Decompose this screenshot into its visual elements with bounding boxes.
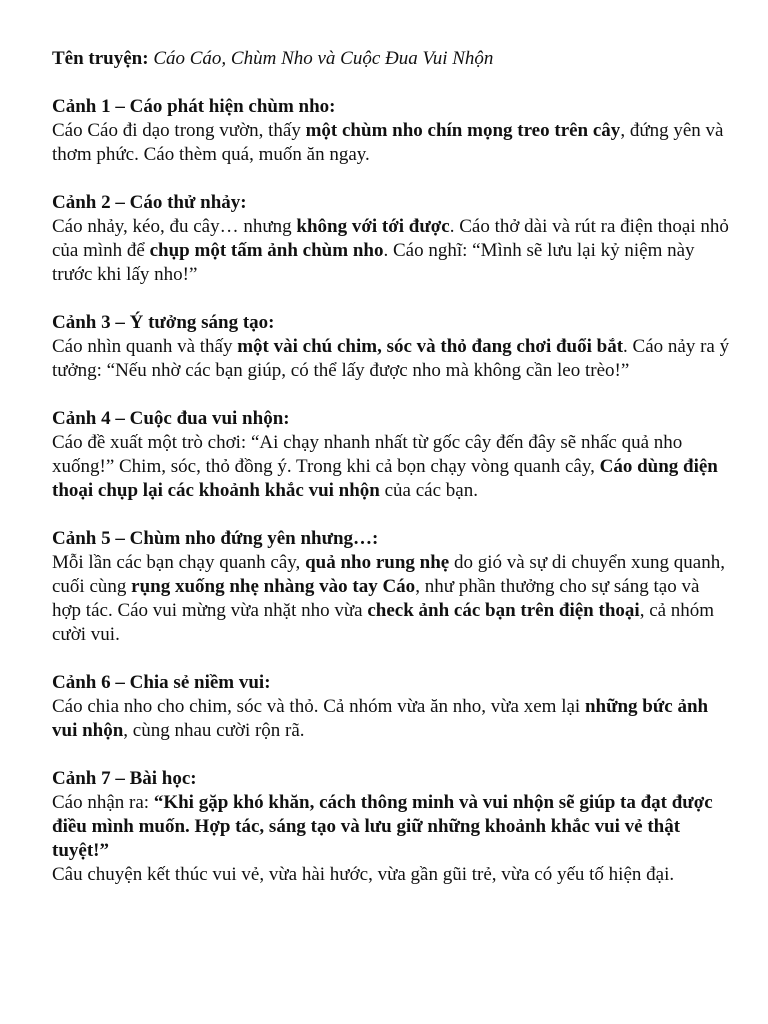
scene-body	[52, 551, 732, 647]
story-title-label: Tên truyện:	[52, 48, 149, 69]
bold-text: một vài chú chim, sóc và thỏ đang chơi đuổi bắt	[237, 336, 624, 357]
text-run: Mỗi lần các bạn chạy quanh cây,	[52, 552, 306, 573]
text-run: Cáo nhìn quanh và thấy	[52, 336, 238, 357]
text-run: , cả nhóm cười vui.	[52, 600, 715, 645]
bold-text: quả nho rung nhẹ	[305, 552, 450, 573]
scene-heading: Cảnh 3 – Ý tưởng sáng tạo:	[52, 312, 275, 333]
scene-heading: Cảnh 1 – Cáo phát hiện chùm nho:	[52, 96, 336, 117]
bold-text: chụp một tấm ảnh chùm nho	[149, 240, 384, 261]
scene-7	[52, 767, 732, 887]
story-conclusion: Câu chuyện kết thúc vui vẻ, vừa hài hước, vừa gần gũi trẻ, vừa có yếu tố hiện đại.	[52, 864, 675, 885]
scene-4	[52, 407, 732, 503]
scene-body	[52, 335, 732, 383]
text-run: Cáo Cáo đi dạo trong vườn, thấy	[52, 120, 306, 141]
text-run: Cáo chia nho cho chim, sóc và thỏ. Cả nhóm vừa ăn nho, vừa xem lại	[52, 696, 585, 717]
bold-text: check ảnh các bạn trên điện thoại	[367, 600, 640, 621]
scene-6	[52, 671, 732, 743]
document-page	[52, 47, 732, 911]
scene-heading: Cảnh 5 – Chùm nho đứng yên nhưng…:	[52, 528, 379, 549]
scene-heading: Cảnh 7 – Bài học:	[52, 768, 197, 789]
scene-body	[52, 695, 732, 743]
scene-3	[52, 311, 732, 383]
scene-body	[52, 791, 732, 863]
scene-body	[52, 215, 732, 287]
text-run: , như phần thưởng cho sự sáng tạo và hợp tác. Cáo vui mừng vừa nhặt nho vừa	[52, 576, 700, 621]
text-run: . Cáo nảy ra ý tưởng: “Nếu nhờ các bạn giúp, có thể lấy được nho mà không cần leo trèo!”	[52, 336, 730, 381]
text-run: , cùng nhau cười rộn rã.	[123, 720, 305, 741]
scene-body	[52, 431, 732, 503]
bold-text: “Khi gặp khó khăn, cách thông minh và vui nhộn sẽ giúp ta đạt được điều mình muốn. Hợp tác, sáng tạo và lưu giữ những khoảnh khắc vui vẻ thật tuyệt!”	[52, 792, 713, 861]
scene-heading: Cảnh 6 – Chia sẻ niềm vui:	[52, 672, 271, 693]
text-run: Cáo nhận ra:	[52, 792, 154, 813]
text-run: Cáo đề xuất một trò chơi: “Ai chạy nhanh nhất từ gốc cây đến đây sẽ nhấc quả nho xuống!” Chim, sóc, thỏ đồng ý. Trong khi cả bọn chạy vòng quanh cây,	[52, 432, 683, 477]
scene-5	[52, 527, 732, 647]
scene-1	[52, 95, 732, 167]
text-run: . Cáo nghĩ: “Mình sẽ lưu lại kỷ niệm này trước khi lấy nho!”	[52, 240, 695, 285]
scene-heading: Cảnh 2 – Cáo thử nhảy:	[52, 192, 247, 213]
text-run: do gió và sự di chuyển xung quanh, cuối cùng	[52, 552, 725, 597]
story-title-text: Cáo Cáo, Chùm Nho và Cuộc Đua Vui Nhộn	[153, 48, 494, 69]
bold-text: Cáo dùng điện thoại chụp lại các khoảnh khắc vui nhộn	[52, 456, 718, 501]
scene-list	[52, 95, 732, 887]
text-run: của các bạn.	[379, 480, 478, 501]
bold-text: không với tới được	[296, 216, 450, 237]
text-run: , đứng yên và thơm phức. Cáo thèm quá, muốn ăn ngay.	[52, 120, 724, 165]
bold-text: một chùm nho chín mọng treo trên cây	[305, 120, 621, 141]
story-title	[52, 47, 732, 71]
text-run: Cáo nhảy, kéo, đu cây… nhưng	[52, 216, 297, 237]
text-run: . Cáo thở dài và rút ra điện thoại nhỏ của mình để	[52, 216, 729, 261]
bold-text: rụng xuống nhẹ nhàng vào tay Cáo	[131, 576, 416, 597]
bold-text: những bức ảnh vui nhộn	[52, 696, 709, 741]
scene-body	[52, 119, 732, 167]
scene-heading: Cảnh 4 – Cuộc đua vui nhộn:	[52, 408, 290, 429]
scene-2	[52, 191, 732, 287]
